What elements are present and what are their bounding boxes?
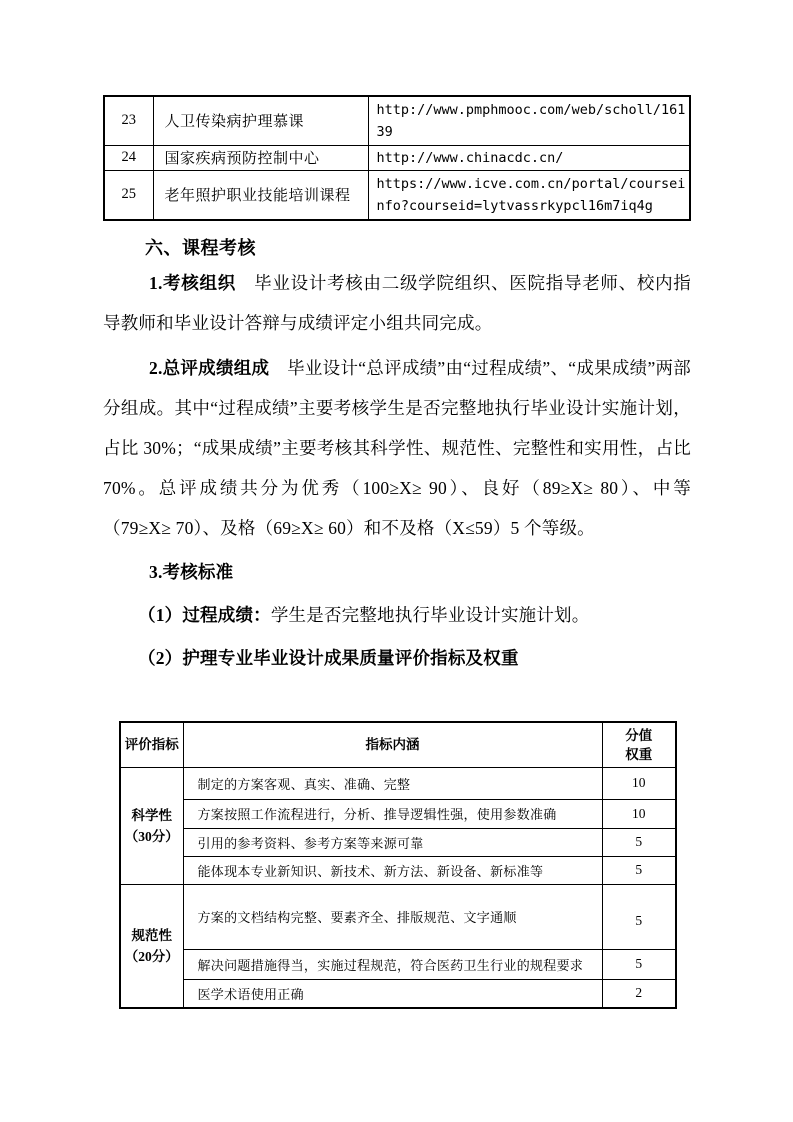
resource-url: http://www.pmphmooc.com/web/scholl/16139 bbox=[368, 96, 690, 145]
paragraph-lead: （2）护理专业毕业设计成果质量评价指标及权重 bbox=[138, 648, 519, 668]
criteria-content: 解决问题措施得当，实施过程规范，符合医药卫生行业的规程要求 bbox=[183, 949, 602, 979]
resource-table bbox=[103, 95, 691, 221]
table-row bbox=[120, 767, 676, 799]
paragraph-grade-composition bbox=[103, 348, 691, 548]
criteria-content: 引用的参考资料、参考方案等来源可靠 bbox=[183, 828, 602, 856]
table-row bbox=[120, 856, 676, 884]
resource-name: 人卫传染病护理慕课 bbox=[153, 96, 368, 145]
criteria-header-score-line2: 权重 bbox=[625, 746, 653, 762]
criteria-score: 2 bbox=[602, 979, 676, 1008]
criteria-group-standard bbox=[120, 884, 183, 1008]
criteria-header-score bbox=[602, 722, 676, 767]
paragraph-text: 毕业设计考核由二级学院组织、医院指导老师、校内指导教师和毕业设计答辩与成绩评定小组共同完成。 bbox=[103, 273, 692, 333]
section-title: 六、课程考核 bbox=[145, 238, 256, 258]
table-row bbox=[120, 799, 676, 828]
criteria-content: 方案的文档结构完整、要素齐全、排版规范、文字通顺 bbox=[183, 884, 602, 949]
group-points: （20分） bbox=[124, 948, 179, 964]
group-name: 科学性 bbox=[131, 807, 172, 823]
criteria-content: 能体现本专业新知识、新技术、新方法、新设备、新标准等 bbox=[183, 856, 602, 884]
table-row bbox=[104, 170, 690, 220]
paragraph-lead: 2.总评成绩组成 bbox=[149, 358, 270, 378]
paragraph-process-grade bbox=[103, 595, 691, 635]
paragraph-lead: 3.考核标准 bbox=[149, 562, 234, 582]
paragraph-lead: （1）过程成绩： bbox=[138, 605, 271, 625]
resource-number: 23 bbox=[104, 96, 153, 145]
resource-url: https://www.icve.com.cn/portal/courseinfo?courseid=lytvassrkypcl16m7iq4g bbox=[368, 170, 690, 220]
criteria-score: 5 bbox=[602, 884, 676, 949]
criteria-group-scientific bbox=[120, 767, 183, 884]
criteria-table bbox=[119, 721, 677, 1009]
criteria-content: 制定的方案客观、真实、准确、完整 bbox=[183, 767, 602, 799]
resource-number: 25 bbox=[104, 170, 153, 220]
group-name: 规范性 bbox=[131, 927, 172, 943]
paragraph-assessment-criteria bbox=[103, 552, 691, 592]
resource-name: 国家疾病预防控制中心 bbox=[153, 145, 368, 170]
table-row bbox=[120, 884, 676, 949]
paragraph-quality-indicators-title bbox=[103, 638, 691, 678]
resource-number: 24 bbox=[104, 145, 153, 170]
criteria-content: 医学术语使用正确 bbox=[183, 979, 602, 1008]
paragraph-text: 学生是否完整地执行毕业设计实施计划。 bbox=[270, 605, 590, 625]
criteria-score: 10 bbox=[602, 767, 676, 799]
group-points: （30分） bbox=[124, 828, 179, 844]
criteria-score: 10 bbox=[602, 799, 676, 828]
paragraph-assessment-organization bbox=[103, 263, 691, 343]
table-row bbox=[104, 96, 690, 145]
criteria-score: 5 bbox=[602, 828, 676, 856]
criteria-score: 5 bbox=[602, 856, 676, 884]
table-row bbox=[120, 979, 676, 1008]
criteria-header-score-line1: 分值 bbox=[625, 727, 653, 743]
criteria-score: 5 bbox=[602, 949, 676, 979]
table-row bbox=[120, 949, 676, 979]
resource-name: 老年照护职业技能培训课程 bbox=[153, 170, 368, 220]
criteria-content: 方案按照工作流程进行，分析、推导逻辑性强，使用参数准确 bbox=[183, 799, 602, 828]
paragraph-lead: 1.考核组织 bbox=[149, 273, 236, 293]
table-row bbox=[120, 828, 676, 856]
criteria-header-indicator: 评价指标 bbox=[120, 722, 183, 767]
section-body bbox=[103, 263, 691, 678]
paragraph-text: 毕业设计“总评成绩”由“过程成绩”、“成果成绩”两部分组成。其中“过程成绩”主要考核学生是否完整地执行毕业设计实施计划，占比 30%；“成果成绩”主要考核其科学性、规范性、完整性和实用性，占比 70%。总评成绩共分为优秀（100≥X≥ 90）、良好（89≥X≥ 80）、中等（79≥X≥ 70）、及格（69≥X≥ 60）和不及格（X≤59）5 个等级。 bbox=[103, 358, 691, 538]
resource-url: http://www.chinacdc.cn/ bbox=[368, 145, 690, 170]
table-header-row bbox=[120, 722, 676, 767]
table-row bbox=[104, 145, 690, 170]
criteria-header-content: 指标内涵 bbox=[183, 722, 602, 767]
